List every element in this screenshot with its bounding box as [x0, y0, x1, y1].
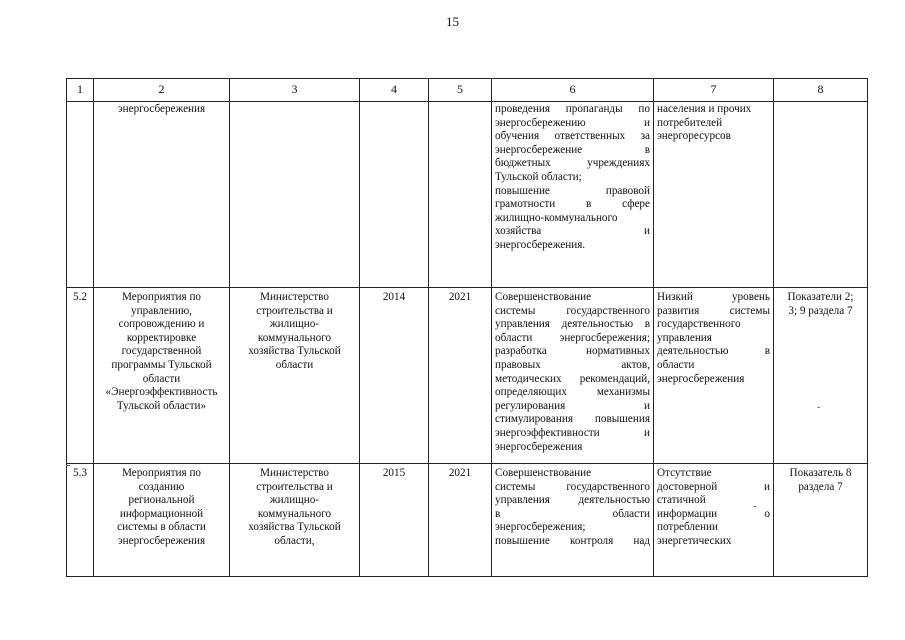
document-table — [66, 78, 868, 577]
header-col-3: 3 — [230, 79, 360, 102]
cell-num: 5.2 — [67, 288, 94, 464]
cell-executor: Министерство строительства и жилищно- коммунального хозяйства Тульской области — [230, 288, 360, 464]
cell-executor: Министерство строительства и жилищно- коммунального хозяйства Тульской области, — [230, 464, 360, 577]
cell-num — [67, 102, 94, 288]
cell-problem: Отсутствие достоверной и статичной информации о потреблении энергетических — [654, 464, 774, 577]
cell-indicators: Показатели 2; 3; 9 раздела 7 — [774, 288, 868, 464]
cell-start-year — [360, 102, 429, 288]
cell-result: Совершенствование системы государственного управления деятельностью в области энергосбережения; разработка нормативных правовых актов, методических рекомендаций, определяющих механизмы регулирования и стимулирования повышения энергоэффективности и энергосбережения — [492, 288, 654, 464]
header-col-8: 8 — [774, 79, 868, 102]
cell-result: Совершенствование системы государственного управления деятельностью в области энергосбережения; повышение контроля над — [492, 464, 654, 577]
cell-end-year — [429, 102, 492, 288]
cell-executor — [230, 102, 360, 288]
result-line: энергосбережению и — [495, 116, 650, 129]
cell-measure: Мероприятия по управлению, сопровождению и корректировке государственной программы Тульской области «Энергоэффективность Тульской области» — [94, 288, 230, 464]
cell-measure: энергосбережения — [94, 102, 230, 288]
cell-problem — [654, 102, 774, 288]
cell-start-year: 2014 — [360, 288, 429, 464]
table-row-5-2 — [67, 288, 868, 464]
header-col-2: 2 — [94, 79, 230, 102]
scan-speck — [754, 506, 756, 507]
result-line: бюджетных учреждениях — [495, 157, 650, 170]
header-col-1: 1 — [67, 79, 94, 102]
cell-indicators — [774, 102, 868, 288]
cell-result — [492, 102, 654, 288]
result-line: грамотности в сфере — [495, 198, 650, 211]
page-number: 15 — [446, 14, 459, 29]
cell-start-year: 2015 — [360, 464, 429, 577]
result-line: жилищно-коммунального — [495, 211, 618, 224]
header-col-7: 7 — [654, 79, 774, 102]
problem-line: энергоресурсов — [657, 130, 731, 143]
header-col-5: 5 — [429, 79, 492, 102]
header-col-6: 6 — [492, 79, 654, 102]
header-col-4: 4 — [360, 79, 429, 102]
cell-problem: Низкий уровень развития системы государственного управления деятельностью в области энергосбережения — [654, 288, 774, 464]
cell-end-year: 2021 — [429, 288, 492, 464]
result-line: повышение правовой — [495, 184, 650, 197]
result-line: энергосбережение в — [495, 143, 650, 156]
cell-num: 5.3 — [67, 464, 94, 577]
result-line: Тульской области; — [495, 170, 582, 183]
result-line: проведения пропаганды по — [495, 103, 650, 115]
problem-line: населения и прочих — [657, 103, 752, 115]
table-row-continuation — [67, 102, 868, 288]
stray-mark: - — [817, 402, 821, 413]
header-row — [67, 79, 868, 102]
cell-indicators: Показатель 8 раздела 7 — [774, 464, 868, 577]
result-line: хозяйства и — [495, 225, 650, 238]
cell-measure: Мероприятия по созданию региональной информационной системы в области энергосбережения — [94, 464, 230, 577]
table-row-5-3 — [67, 464, 868, 577]
result-line: обучения ответственных за — [495, 130, 650, 143]
result-line: энергосбережения. — [495, 238, 586, 251]
scan-tick — [66, 465, 70, 466]
cell-end-year: 2021 — [429, 464, 492, 577]
problem-line: потребителей — [657, 116, 723, 129]
